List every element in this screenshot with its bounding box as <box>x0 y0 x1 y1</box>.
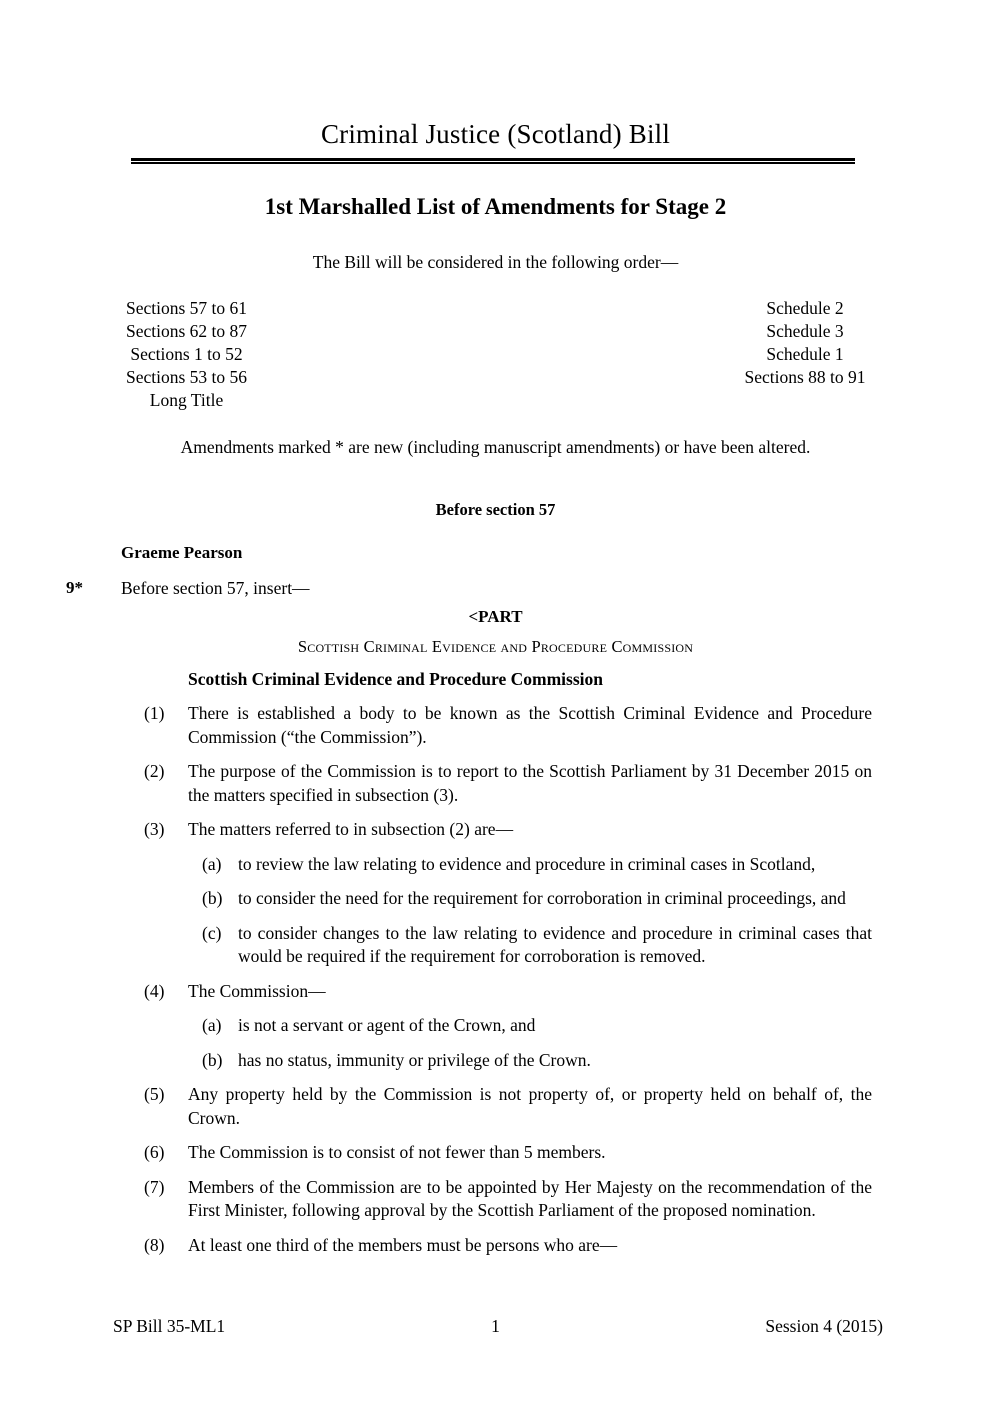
paragraph-number: (b) <box>202 888 223 908</box>
paragraph-number: (c) <box>202 922 222 943</box>
order-row <box>0 320 991 343</box>
order-cell-right: Schedule 1 <box>766 344 844 364</box>
header-divider <box>131 158 855 164</box>
subsection-number: (6) <box>144 1142 165 1162</box>
paragraph <box>0 922 991 969</box>
subsection <box>0 760 991 807</box>
subsection-number: (3) <box>144 819 165 839</box>
subsection <box>0 1234 991 1258</box>
page-footer <box>0 1315 991 1338</box>
order-row <box>0 389 991 412</box>
subsection-text: The Commission is to consist of not fewer than 5 members. <box>188 1142 606 1162</box>
subsection-number: (2) <box>144 761 165 781</box>
order-row <box>0 343 991 366</box>
document-subtitle: 1st Marshalled List of Amendments for Stage 2 <box>264 194 727 219</box>
paragraph-text: to consider changes to the law relating to evidence and procedure in criminal cases that would be required if the requirement for corroboration is removed. <box>238 922 872 966</box>
subsection <box>0 818 991 842</box>
subsection-number: (1) <box>144 703 165 723</box>
paragraph <box>0 1014 991 1038</box>
paragraph-number: (a) <box>202 853 222 874</box>
cross-heading: Scottish Criminal Evidence and Procedure Commission <box>188 669 603 689</box>
member-name: Graeme Pearson <box>121 543 243 562</box>
paragraph <box>0 853 991 877</box>
part-title: Scottish Criminal Evidence and Procedure Commission <box>297 637 694 656</box>
paragraph-text: has no status, immunity or privilege of the Crown. <box>238 1049 591 1070</box>
part-label: <PART <box>468 607 523 626</box>
order-cell-left: Sections 1 to 52 <box>130 344 243 364</box>
subsection-text: The purpose of the Commission is to report to the Scottish Parliament by 31 December 2015 on the matters specified in subsection (3). <box>188 761 872 805</box>
order-row <box>0 297 991 320</box>
order-cell-left: Sections 57 to 61 <box>125 298 248 318</box>
paragraph-text: to review the law relating to evidence and procedure in criminal cases in Scotland, <box>238 853 816 874</box>
subsection-number: (8) <box>144 1234 165 1255</box>
subsection-text: The matters referred to in subsection (2) are— <box>188 819 514 839</box>
subsection <box>0 1176 991 1223</box>
subsection-text: Members of the Commission are to be appointed by Her Majesty on the recommendation of the First Minister, following approval by the Scottish Parliament of the proposed nomination. <box>188 1176 872 1220</box>
order-cell-left: Sections 62 to 87 <box>125 321 248 341</box>
subsection-text: The Commission— <box>188 980 326 1001</box>
paragraph-number: (a) <box>202 1015 222 1035</box>
subsection <box>0 1083 991 1130</box>
paragraph-text: to consider the need for the requirement for corroboration in criminal proceedings, and <box>238 888 846 908</box>
subsection-number: (5) <box>144 1084 165 1104</box>
order-cell-left: Long Title <box>149 390 224 410</box>
footer-bill-reference: SP Bill 35-ML1 <box>113 1316 226 1336</box>
subsection-number: (7) <box>144 1176 165 1197</box>
amendments-note: Amendments marked * are new (including manuscript amendments) or have been altered. <box>180 437 811 457</box>
subsection-text: There is established a body to be known as the Scottish Criminal Evidence and Procedure Commission (“the Commission”). <box>188 703 872 747</box>
section-marker-heading: Before section 57 <box>435 500 556 519</box>
page-title: Criminal Justice (Scotland) Bill <box>320 119 671 149</box>
subsection-text: Any property held by the Commission is not property of, or property held on behalf of, the Crown. <box>188 1084 872 1128</box>
order-cell-right: Schedule 2 <box>766 298 844 318</box>
footer-session: Session 4 (2015) <box>765 1316 883 1336</box>
paragraph-number: (b) <box>202 1049 223 1070</box>
order-row <box>0 366 991 389</box>
subsection-number: (4) <box>144 980 165 1001</box>
order-cell-right <box>495 389 991 412</box>
divider-thin-line <box>131 162 855 164</box>
amendment-body <box>0 702 991 1268</box>
subsection <box>0 702 991 749</box>
paragraph <box>0 1049 991 1073</box>
paragraph <box>0 887 991 911</box>
order-intro-text: The Bill will be considered in the following order— <box>312 252 679 272</box>
subsection-text: At least one third of the members must be persons who are— <box>188 1234 618 1255</box>
subsection <box>0 980 991 1004</box>
amendment-number: 9* <box>66 578 83 597</box>
order-cell-right: Sections 88 to 91 <box>744 367 866 387</box>
order-cell-left: Sections 53 to 56 <box>125 367 248 387</box>
order-cell-right: Schedule 3 <box>766 321 844 341</box>
amendment-lead-in: Before section 57, insert— <box>121 578 310 598</box>
paragraph-text: is not a servant or agent of the Crown, and <box>238 1015 536 1035</box>
subsection <box>0 1141 991 1165</box>
consideration-order-table <box>0 297 991 412</box>
footer-page-number: 1 <box>491 1316 500 1336</box>
